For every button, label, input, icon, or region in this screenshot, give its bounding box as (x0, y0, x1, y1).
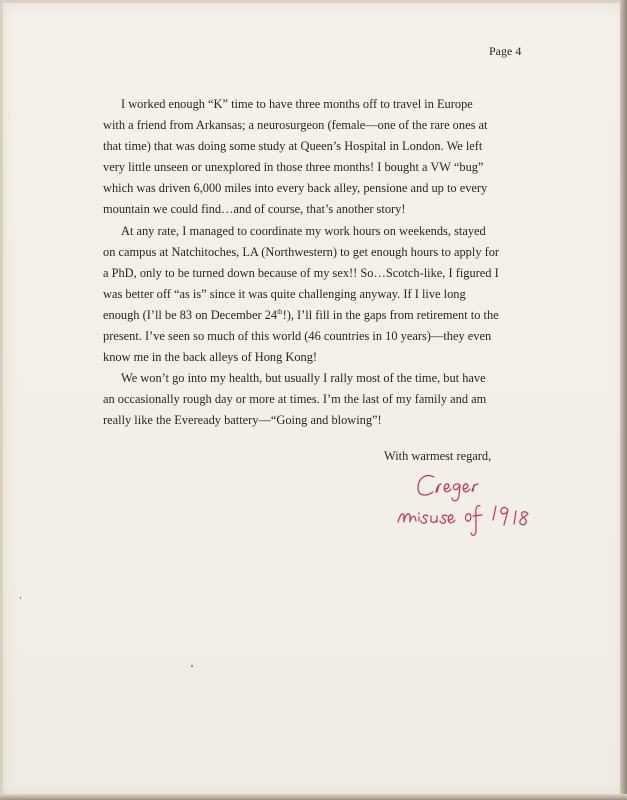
text-segment: enough (I’ll be 83 on December 24 (103, 307, 278, 322)
text-line: I worked enough “K” time to have three months off to travel in Europe (121, 97, 473, 111)
page-edge-bottom (0, 794, 627, 800)
text-line: present. I’ve seen so much of this world (46 countries in 10 years)—they even (103, 329, 492, 344)
text-line (103, 305, 533, 326)
handwritten-signature (396, 470, 566, 545)
text-line: an occasionally rough day or more at times. I’m the last of my family and am (103, 392, 487, 407)
text-line: was better off “as is” since it was quite challenging anyway. If I live long (103, 286, 466, 301)
paper-speck (20, 597, 21, 599)
paragraph-3 (103, 368, 533, 431)
text-line: really like the Eveready battery—“Going and blowing”! (103, 413, 382, 428)
superscript-ordinal: th (277, 307, 283, 316)
text-line: that time) that was doing some study at Queen’s Hospital in London. We left (103, 139, 483, 154)
letter-body (103, 94, 533, 432)
text-line: which was driven 6,000 miles into every back alley, pensione and up to every (103, 181, 488, 196)
letter-closing: With warmest regard, (384, 449, 492, 463)
page-number: Page 4 (489, 44, 522, 58)
text-line: with a friend from Arkansas; a neurosurgeon (female—one of the rare ones at (103, 118, 488, 133)
text-line: We won’t go into my health, but usually I rally most of the time, but have (121, 371, 486, 386)
text-line: know me in the back alleys of Hong Kong! (103, 350, 318, 365)
text-line: mountain we could find…and of course, that’s another story! (103, 202, 406, 217)
paper-speck (191, 665, 193, 667)
page-edge-right (620, 0, 627, 800)
paragraph-1 (103, 94, 533, 221)
text-line: on campus at Natchitoches, LA (Northwestern) to get enough hours to apply for (103, 244, 500, 259)
text-line: very little unseen or unexplored in those three months! I bought a VW “bug” (103, 160, 484, 175)
text-line: At any rate, I managed to coordinate my work hours on weekends, stayed (121, 223, 486, 238)
paragraph-2 (103, 221, 533, 369)
text-line: a PhD, only to be turned down because of my sex!! So…Scotch-like, I figured I (103, 265, 499, 280)
text-segment: !), I’ll fill in the gaps from retirement to the (282, 307, 499, 322)
